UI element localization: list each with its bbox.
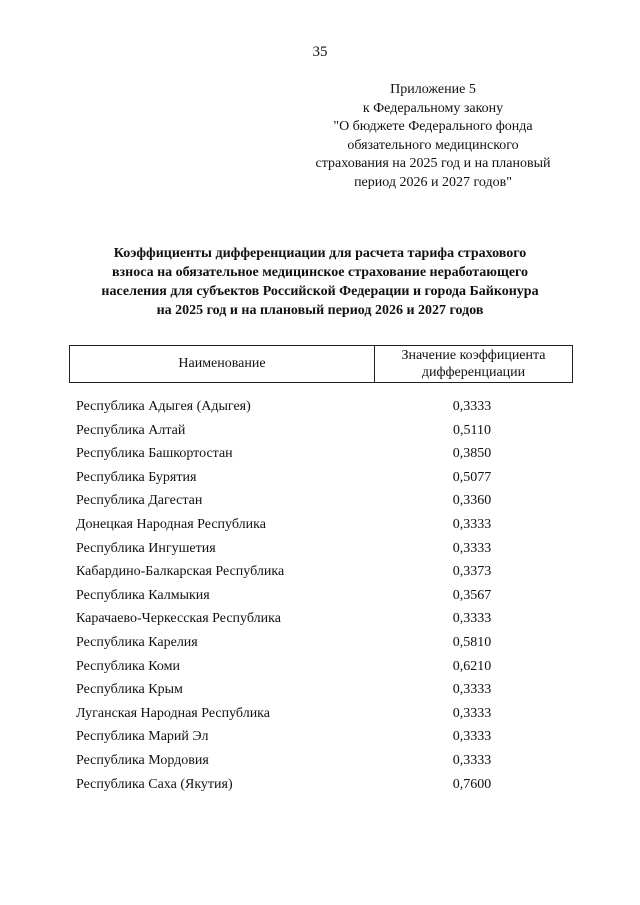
table-row [0, 635, 640, 659]
coefficient-value: 0,3360 [452, 493, 492, 509]
table-row [0, 729, 640, 753]
region-name: Карачаево-Черкесская Республика [76, 611, 281, 627]
column-header-name-label: Наименование [178, 356, 266, 371]
table-row [0, 517, 640, 541]
coefficient-value: 0,3567 [452, 587, 492, 603]
table-row [0, 399, 640, 423]
table-row [0, 659, 640, 683]
region-name: Республика Башкортостан [76, 446, 233, 462]
table-row [0, 446, 640, 470]
title-line: населения для субъектов Российской Федерации и города Байконура [101, 284, 539, 299]
column-header-value-label: дифференциации [421, 365, 526, 380]
coefficient-value: 0,5077 [452, 469, 492, 485]
coefficient-value: 0,5810 [452, 634, 492, 650]
region-name: Донецкая Народная Республика [76, 516, 266, 532]
table-header [69, 345, 573, 383]
appendix-line: период 2026 и 2027 годов" [354, 174, 512, 190]
region-name: Республика Марий Эл [76, 729, 209, 745]
region-name: Республика Мордовия [76, 752, 209, 768]
title-line: Коэффициенты дифференциации для расчета тарифа страхового [113, 246, 527, 261]
coefficient-value: 0,3373 [452, 564, 492, 580]
region-name: Республика Калмыкия [76, 587, 210, 603]
region-name: Республика Адыгея (Адыгея) [76, 399, 251, 414]
page-number: 35 [312, 44, 328, 60]
region-name: Республика Ингушетия [76, 540, 216, 556]
coefficient-value: 0,6210 [452, 658, 492, 674]
coefficient-value: 0,3333 [452, 705, 492, 721]
column-header-value [375, 346, 572, 382]
region-name: Республика Бурятия [76, 469, 197, 485]
table-row [0, 493, 640, 517]
coefficient-value: 0,7600 [452, 776, 492, 792]
coefficient-value: 0,3333 [452, 399, 492, 414]
coefficient-value: 0,3333 [452, 682, 492, 698]
column-header-value-label: Значение коэффициента [401, 348, 546, 363]
table-row [0, 470, 640, 494]
column-header-name [70, 346, 375, 382]
table-row [0, 682, 640, 706]
title-line: на 2025 год и на плановый период 2026 и 2027 годов [156, 303, 484, 318]
region-name: Республика Алтай [76, 422, 186, 438]
table-row [0, 423, 640, 447]
table-row [0, 564, 640, 588]
region-name: Республика Дагестан [76, 493, 203, 509]
appendix-line: обязательного медицинского [347, 137, 519, 153]
coefficient-value: 0,3333 [452, 752, 492, 768]
table-row [0, 588, 640, 612]
title-line: взноса на обязательное медицинское страхование неработающего [111, 265, 529, 280]
region-name: Республика Крым [76, 682, 183, 698]
coefficient-value: 0,5110 [453, 422, 491, 438]
coefficient-value: 0,3333 [452, 516, 492, 532]
table-row [0, 777, 640, 801]
region-name: Республика Карелия [76, 634, 198, 650]
appendix-header [298, 81, 568, 192]
appendix-line: к Федеральному закону [362, 100, 504, 116]
region-name: Луганская Народная Республика [76, 705, 270, 721]
region-name: Республика Коми [76, 658, 180, 674]
coefficient-value: 0,3333 [452, 611, 492, 627]
region-name: Кабардино-Балкарская Республика [76, 564, 285, 580]
appendix-line: Приложение 5 [390, 82, 476, 97]
appendix-line: "О бюджете Федерального фонда [333, 119, 533, 134]
table-row [0, 753, 640, 777]
table-body [0, 399, 640, 800]
table-row [0, 541, 640, 565]
coefficient-value: 0,3333 [452, 729, 492, 745]
appendix-line: страхования на 2025 год и на плановый [315, 156, 551, 171]
region-name: Республика Саха (Якутия) [76, 776, 233, 792]
table-row [0, 706, 640, 730]
table-row [0, 611, 640, 635]
coefficient-value: 0,3333 [452, 540, 492, 556]
coefficient-value: 0,3850 [452, 446, 492, 462]
document-title [60, 244, 580, 320]
